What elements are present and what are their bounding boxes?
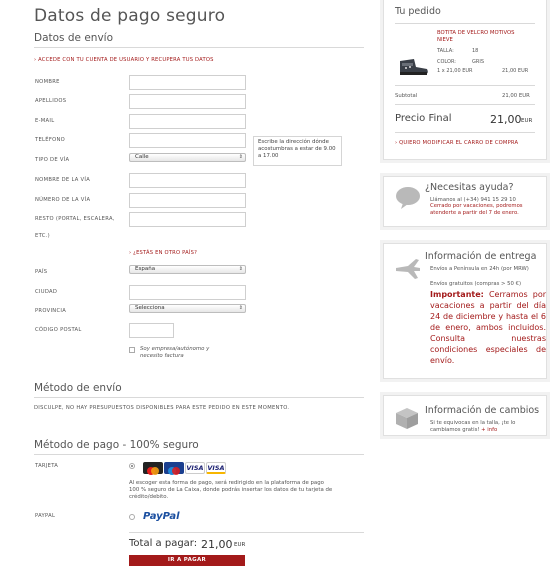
label-nombre-via: NOMBRE DE LA VÍA [35,177,91,183]
mastercard-icon [143,462,163,474]
select-arrow-icon: ⇕ [238,266,243,272]
maestro-icon [164,462,184,474]
codigo-postal-input[interactable] [129,323,174,338]
paypal-label: PAYPAL [35,513,56,519]
final-label: Precio Final [395,113,452,124]
numero-via-input[interactable] [129,193,246,208]
total-label: Total a pagar: [129,538,198,549]
total-currency: EUR [234,542,246,548]
pais-value: España [135,266,156,272]
company-checkbox-label: Soy empresa/autónomo y necesito factura [140,346,210,359]
speech-bubble-icon [395,186,421,214]
other-country-link[interactable]: › ¿ESTÁS EN OTRO PAÍS? [129,250,198,256]
final-value: 21,00 [490,113,522,126]
returns-panel-inner [383,395,547,436]
line-total: 21,00 EUR [502,68,529,74]
shoe-image [396,55,430,77]
pais-select[interactable] [129,265,246,274]
label-pais: PAÍS [35,269,48,275]
qty-price: 1 x 21,00 EUR [437,68,473,74]
nombre-via-input[interactable] [129,173,246,188]
email-input[interactable] [129,114,246,129]
provincia-value: Selecciona [135,305,165,311]
color-label: COLOR: [437,59,456,65]
delivery-line1: Envíos a Península en 24h (por MRW) [430,266,529,272]
label-resto-2: ETC.) [35,233,50,239]
subtotal-value: 21,00 EUR [502,93,530,99]
delivery-panel-inner [383,243,547,379]
order-panel-inner [383,0,547,160]
help-heading: ¿Necesitas ayuda? [425,182,514,193]
visa-electron-icon: VISA [207,464,225,472]
label-provincia: PROVINCIA [35,308,67,314]
divider [395,23,535,24]
company-checkbox[interactable] [129,347,135,353]
divider [34,47,364,48]
paypal-radio[interactable] [129,514,135,520]
nombre-input[interactable] [129,75,246,90]
pay-button[interactable]: IR A PAGAR [129,555,245,566]
help-panel-inner [383,176,547,227]
delivery-heading: Información de entrega [425,251,537,262]
login-link[interactable]: › ACCEDE CON TU CUENTA DE USUARIO Y RECUPERA TUS DATOS [34,57,214,63]
subtotal-label: Subtotal [395,93,418,99]
total-value: 21,00 [201,538,233,551]
shipping-method-notice: DISCULPE, NO HAY PRESUPUESTOS DISPONIBLES PARA ESTE PEDIDO EN ESTE MOMENTO. [34,405,290,411]
order-heading: Tu pedido [395,6,441,17]
divider [34,454,364,455]
phone-tooltip: Escribe la dirección dónde acostumbras a estar de 9.00 a 17.00 [253,136,342,166]
important-text: Cerramos por vacaciones a partir del día 24 de diciembre y hasta el 6 de enero, ambos incluidos. Consulta nuestras condiciones especiales de envío. [430,290,546,365]
divider [395,85,535,86]
color-value: GRIS [472,59,484,65]
delivery-line2: Envíos gratuitos (compras > 50 €) [430,281,522,287]
label-tipo-via: TIPO DE VÍA [35,157,70,163]
label-resto: RESTO (PORTAL, ESCALERA, [35,216,115,222]
returns-text: Si te equivocas en la talla, ¡te lo cambiamos gratis! [430,420,516,433]
divider [129,532,364,533]
label-email: E-MAIL [35,118,55,124]
help-phone: Llámanos al (+34) 941 15 29 10 [430,197,516,203]
paypal-logo: PayPal [143,511,180,522]
shipping-method-heading: Método de envío [34,382,122,394]
visa-icon: VISA [186,464,204,472]
final-currency: EUR [521,118,533,124]
apellidos-input[interactable] [129,94,246,109]
card-label: TARJETA [35,463,59,469]
label-nombre: NOMBRE [35,79,60,85]
help-closed-note: Cerrado por vacaciones, podremos atenderte a partir del 7 de enero. [430,203,523,216]
telefono-input[interactable] [129,133,246,148]
talla-label: TALLA: [437,48,454,54]
tipo-via-value: Calle [135,154,149,160]
returns-info-link[interactable]: + info [481,427,498,433]
tipo-via-select[interactable] [129,153,246,162]
box-icon [394,406,420,434]
label-codigo-postal: CÓDIGO POSTAL [35,327,82,333]
select-arrow-icon: ⇕ [238,154,243,160]
important-label: Importante: [430,290,484,299]
card-note: Al escoger esta forma de pago, será redirigido en la plataforma de pago 100 % seguro de La Caixa, donde podrás insertar los datos de tu tarjeta de crédito/debito. [129,480,333,500]
modify-cart-link[interactable]: › QUIERO MODIFICAR EL CARRO DE COMPRA [395,140,519,146]
divider [395,104,535,105]
page-title: Datos de pago seguro [34,6,226,26]
returns-heading: Información de cambios [425,405,540,416]
label-telefono: TELÉFONO [35,137,66,143]
provincia-select[interactable] [129,304,246,313]
delivery-important [430,289,546,366]
shipping-heading: Datos de envío [34,32,114,44]
airplane-icon [394,256,422,286]
returns-text-wrap [430,420,542,434]
product-name[interactable]: BOTITA DE VELCRO MOTIVOS NIEVE [437,30,515,43]
talla-value: 18 [472,48,479,54]
label-numero-via: NÚMERO DE LA VÍA [35,197,91,203]
divider [395,132,535,133]
card-radio[interactable] [129,463,135,469]
divider [34,397,364,398]
select-arrow-icon: ⇕ [238,305,243,311]
label-ciudad: CIUDAD [35,289,58,295]
label-apellidos: APELLIDOS [35,98,67,104]
resto-input[interactable] [129,212,246,227]
payment-heading: Método de pago - 100% seguro [34,439,199,451]
ciudad-input[interactable] [129,285,246,300]
